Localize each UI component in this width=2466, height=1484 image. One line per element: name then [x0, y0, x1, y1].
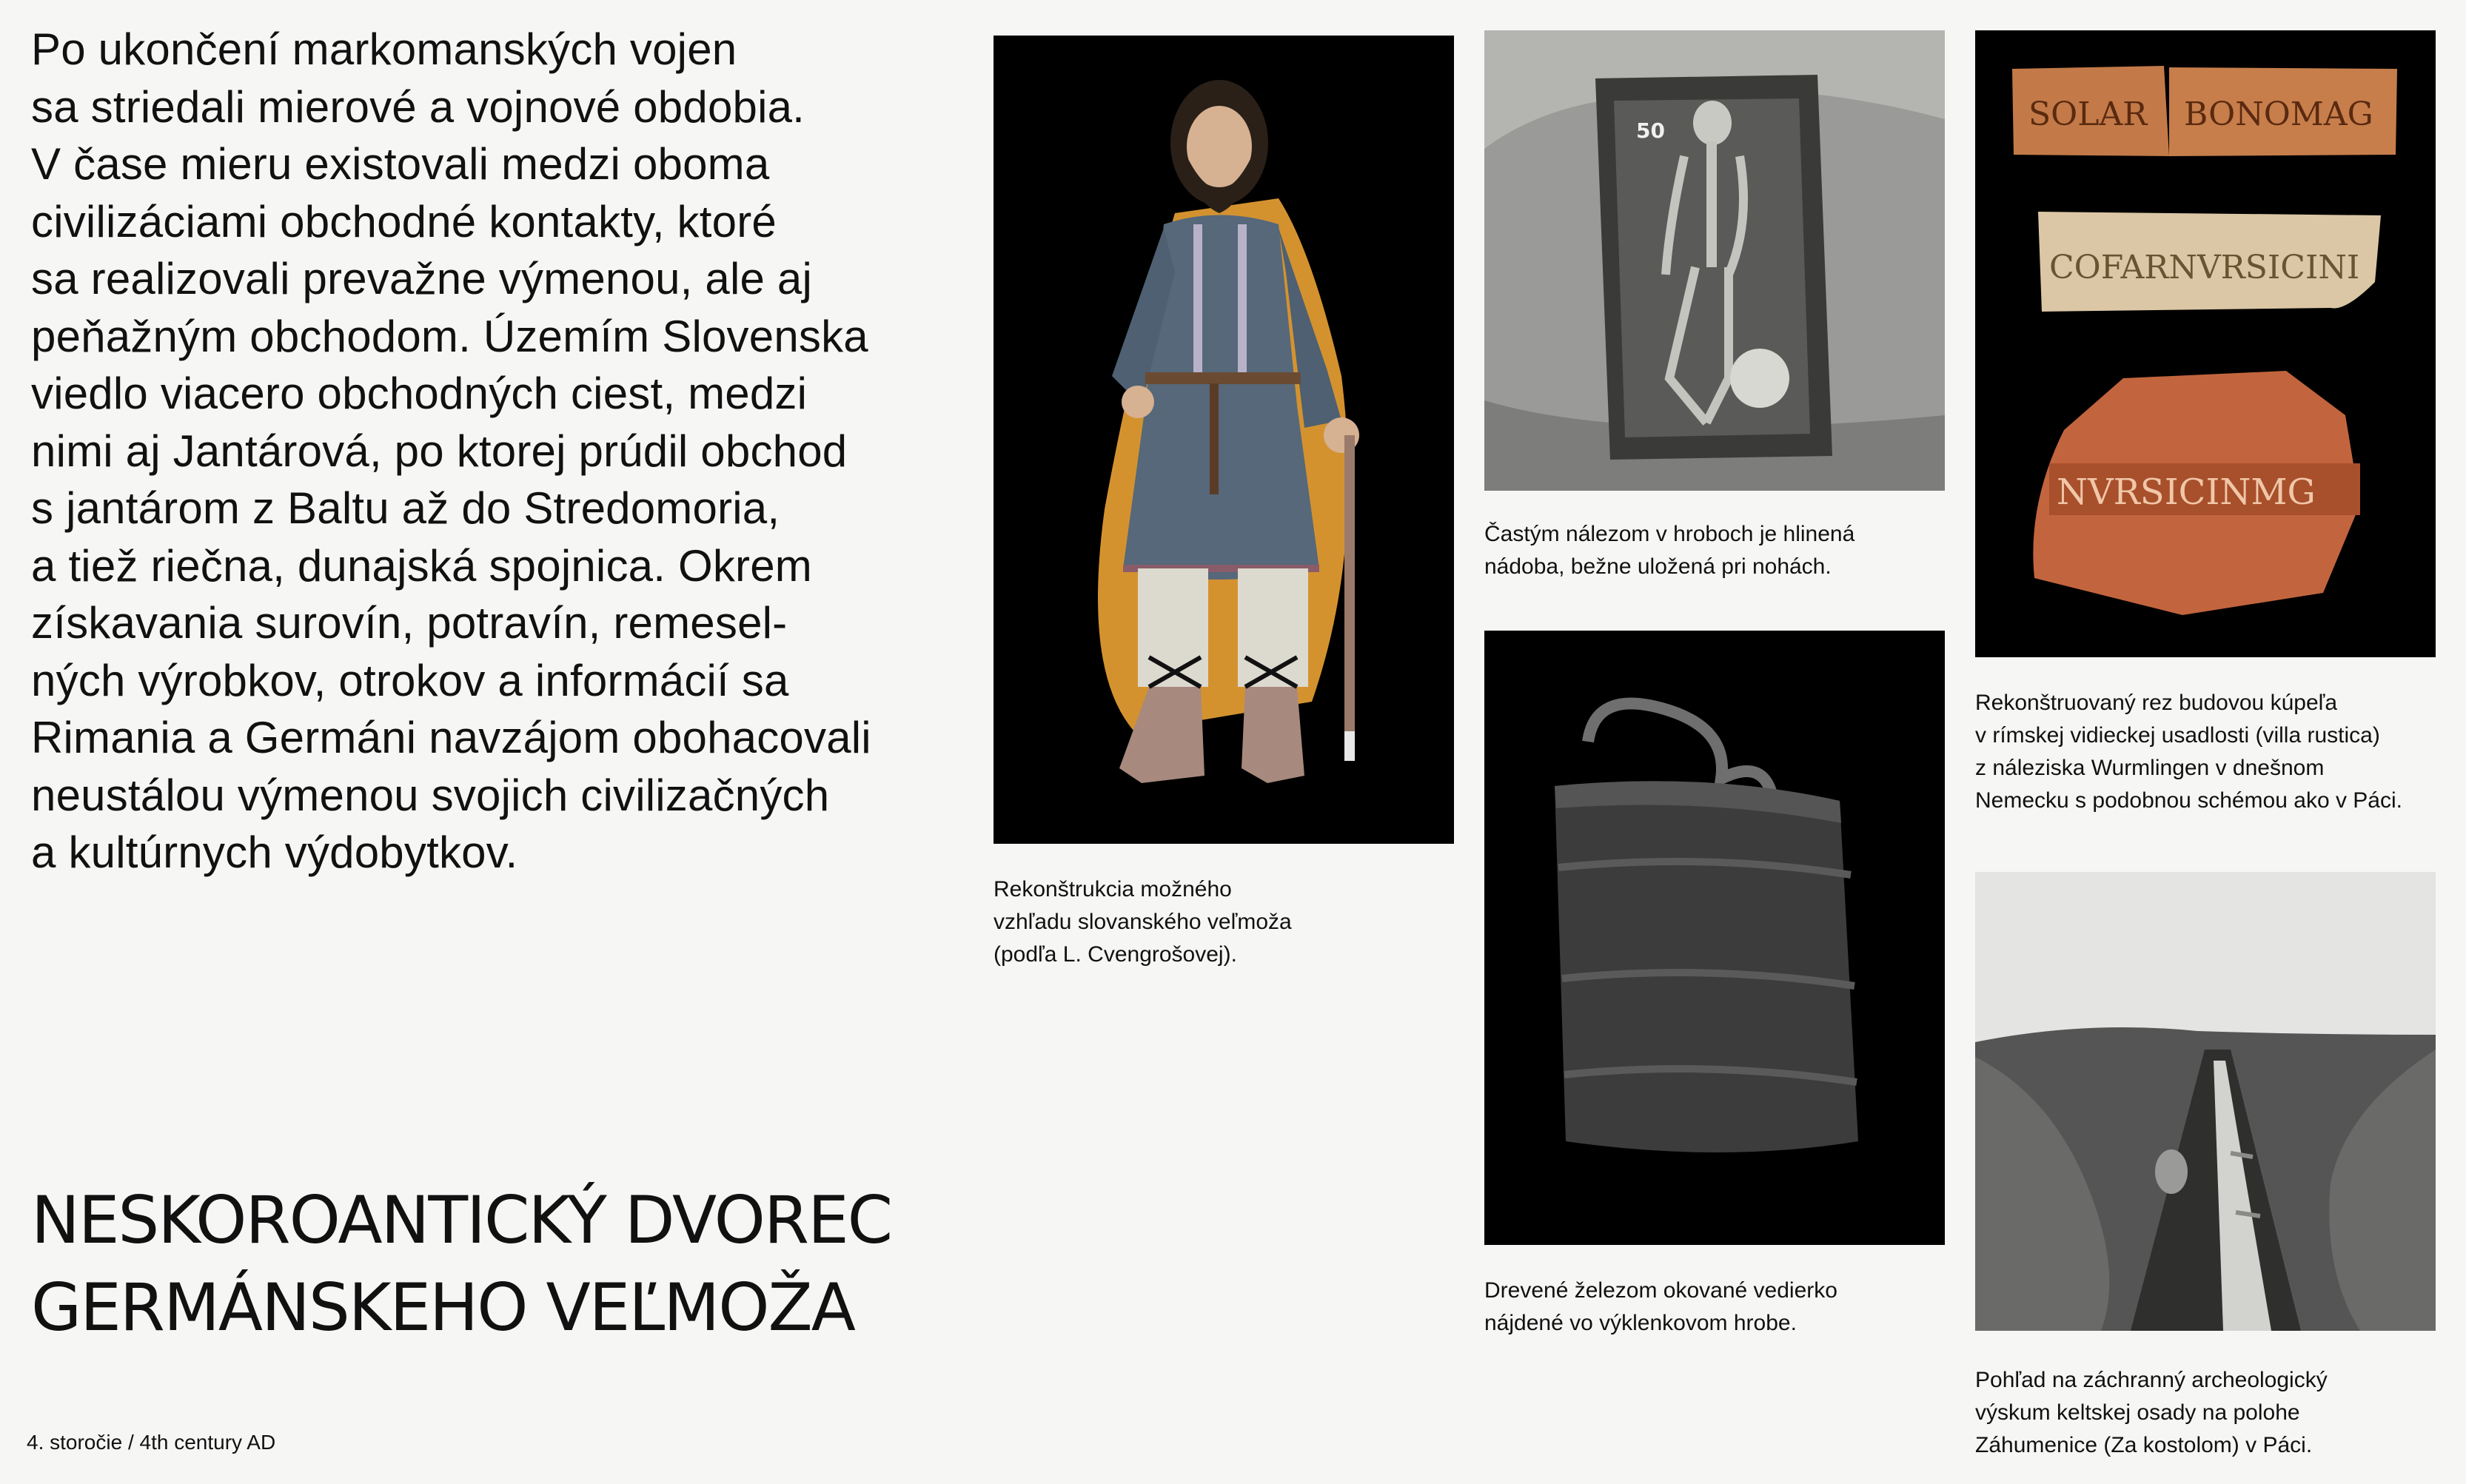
bath-caption [1975, 687, 2456, 817]
caption-line: výskum keltskej osady na polohe [1975, 1400, 2300, 1425]
section-title-line-1: NESKOROANTICKÝ DVOREC [31, 1182, 892, 1258]
bucket-photo [1484, 631, 1945, 1245]
excavation-photo [1975, 872, 2436, 1331]
excavation-caption [1975, 1364, 2456, 1462]
section-title [31, 1177, 956, 1352]
brick-stamp-1a: SOLAR [2028, 95, 2148, 133]
intro-paragraph [31, 21, 956, 882]
caption-line: Rekonštrukcia možného [994, 877, 1232, 902]
intro-line: Rimania a Germáni navzájom obohacovali [31, 713, 871, 762]
intro-line: získavania surovín, potravín, remesel- [31, 598, 788, 648]
period-footer: 4. storočie / 4th century AD [27, 1431, 276, 1454]
grave-number: 50 [1636, 118, 1665, 143]
belt [1145, 372, 1301, 384]
clay-pot [1730, 349, 1789, 408]
caption-line: (podľa L. Cvengrošovej). [994, 942, 1237, 967]
intro-line: ných výrobkov, otrokov a informácií sa [31, 655, 789, 705]
caption-line: z náleziska Wurmlingen v dnešnom [1975, 756, 2325, 780]
caption-line: Nemecku s podobnou schémou ako v Páci. [1975, 788, 2402, 813]
caption-line: Pohľad na záchranný archeologický [1975, 1368, 2328, 1392]
intro-line: a kultúrnych výdobytkov. [31, 827, 518, 877]
caption-line: vzhľadu slovanského veľmoža [994, 910, 1292, 934]
noble-reconstruction-image [994, 36, 1454, 844]
intro-line: V čase mieru existovali medzi oboma [31, 139, 770, 189]
intro-line: nimi aj Jantárová, po ktorej prúdil obchod [31, 426, 848, 476]
caption-line: Záhumenice (Za kostolom) v Páci. [1975, 1433, 2313, 1457]
intro-line: civilizáciami obchodné kontakty, ktoré [31, 196, 777, 246]
intro-line: viedlo viacero obchodných ciest, medzi [31, 369, 808, 418]
bucket-caption [1484, 1275, 1943, 1340]
section-title-line-2: GERMÁNSKEHO VEĽMOŽA [31, 1269, 854, 1346]
caption-line: Častým nálezom v hroboch je hlinená [1484, 522, 1855, 546]
noble-caption [994, 873, 1408, 971]
caption-line: Rekonštruovaný rez budovou kúpeľa [1975, 691, 2338, 715]
caption-line: nájdené vo výklenkovom hrobe. [1484, 1311, 1797, 1335]
bucket-body [1555, 781, 1858, 1152]
brick-fragment-1 [2012, 66, 2397, 156]
intro-line: peňažným obchodom. Územím Slovenska [31, 311, 868, 361]
caption-line: Drevené železom okované vedierko [1484, 1278, 1837, 1303]
caption-line: v rímskej vidieckej usadlosti (villa rustica) [1975, 723, 2380, 748]
brick-stamp-2: COFARNVRSICINI [2049, 249, 2360, 286]
staff [1344, 435, 1355, 761]
brick-stamp-1b: BONOMAG [2184, 95, 2373, 133]
intro-line: sa striedali mierové a vojnové obdobia. [31, 81, 805, 132]
intro-line: neustálou výmenou svojich civilizačných [31, 770, 830, 820]
brick-fragment-2 [2038, 212, 2381, 312]
caption-line: nádoba, bežne uložená pri nohách. [1484, 554, 1832, 579]
stamped-bricks-photo [1975, 30, 2436, 657]
right-boot [1242, 687, 1304, 783]
intro-line: sa realizovali prevažne výmenou, ale aj [31, 254, 813, 303]
intro-line: s jantárom z Baltu až do Stredomoria, [31, 483, 780, 533]
grave-caption [1484, 518, 1943, 583]
intro-line: a tiež riečna, dunajská spojnica. Okrem [31, 540, 812, 591]
grave-photo [1484, 30, 1945, 491]
intro-line: Po ukončení markomanských vojen [31, 24, 737, 74]
worker [2155, 1149, 2188, 1194]
brick-stamp-3: NVRSICINMG [2057, 471, 2316, 513]
